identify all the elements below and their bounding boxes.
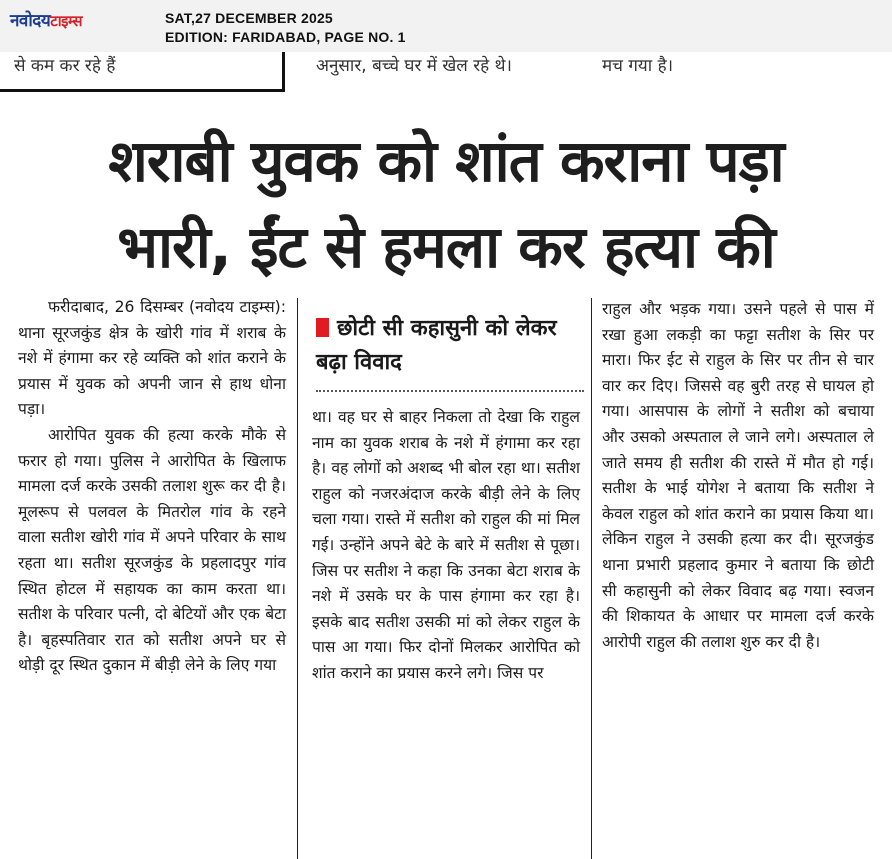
headline-line-2: भारी, ईंट से हमला कर हत्या की — [117, 213, 775, 281]
article-column-3 — [602, 297, 874, 655]
article-column-2 — [312, 405, 580, 687]
logo-part-1: नवोदय — [10, 11, 51, 31]
headline-line-1: शराबी युवक को शांत कराना पड़ा — [108, 127, 784, 195]
logo-part-2: टाइम्स — [50, 12, 83, 30]
article-subheading — [316, 312, 586, 380]
subheading-underline — [316, 390, 584, 392]
column-divider-1 — [297, 298, 298, 859]
edition-page: EDITION: FARIDABAD, PAGE NO. 1 — [165, 29, 406, 45]
paragraph-body: आरोपित युवक की हत्या करके मौके से फरार हो गया। पुलिस ने आरोपित के खिलाफ मामला दर्ज करके उसकी तलाश शुरू कर दी है। मूलरूप से पलवल के मितरोल गांव के रहने वाला सतीश खोरी गांव में अपने परिवार के साथ रहता था। सतीश सूरजकुंड के प्रहलादपुर गांव स्थित होटल में सहायक का काम करता था। सतीश के परिवार पत्नी, दो बेटियों और एक बेटा है। बृहस्पतिवार रात को सतीश अपने घर से थोड़ी दूर स्थित दुकान में बीड़ी लेने के लिए गया — [18, 425, 286, 675]
adjacent-article-box — [0, 52, 285, 92]
adjacent-text-left: से कम कर रहे हैं — [14, 56, 116, 76]
paragraph-dateline: फरीदाबाद, 26 दिसम्बर (नवोदय टाइम्स): थाना सूरजकुंड क्षेत्र के खोरी गांव में शराब के नशे में हंगामा कर रहे व्यक्ति को शांत कराने के प्रयास में युवक को अपनी जान से हाथ धोना पड़ा। — [18, 298, 286, 419]
edition-info — [165, 9, 406, 47]
article-headline — [0, 118, 892, 290]
column-divider-2 — [591, 298, 592, 859]
newspaper-logo — [10, 8, 82, 31]
publication-date: SAT,27 DECEMBER 2025 — [165, 10, 333, 26]
paragraph-body: था। वह घर से बाहर निकला तो देखा कि राहुल नाम का युवक शराब के नशे में हंगामा कर रहा है। वह लोगों को अशब्द भी बोल रहा था। सतीश राहुल को नजरअंदाज करके बीड़ी लेने के लिए चला गया। रास्ते में सतीश को राहुल की मां मिल गई। उन्होंने अपने बेटे के बारे में सतीश से पूछा। जिस पर सतीश ने कहा कि उनका बेटा शराब के नशे में उसके घर के पास हंगामा कर रहा है। इसके बाद सतीश उसकी मां को लेकर राहुल के पास आ गया। फिर दोनों मिलकर आरोपित को शांत कराने का प्रयास करने लगे। जिस पर — [312, 408, 580, 682]
article-column-1 — [18, 295, 286, 679]
masthead-bar — [0, 0, 892, 52]
adjacent-text-right: मच गया है। — [602, 56, 674, 76]
red-square-bullet-icon — [316, 318, 329, 337]
paragraph-body: राहुल और भड़क गया। उसने पहले से पास में रखा हुआ लकड़ी का फट्टा सतीश के सिर पर मारा। फिर ईट से राहुल के सिर पर तीन से चार वार कर दिए। जिससे वह बुरी तरह से घायल हो गया। आसपास के लोगों ने सतीश को बचाया और उसको अस्पताल ले जाने लगे। अस्पताल ले जाते समय ही सतीश की रास्ते में मौत हो गई। सतीश के भाई योगेश ने बताया कि सतीश ने केवल राहुल को शांत कराने का प्रयास किया था। लेकिन राहुल ने उसकी हत्या कर दी। सूरजकुंड थाना प्रभारी प्रहलाद कुमार ने बताया कि छोटी सी कहासुनी को लेकर विवाद बढ़ गया। स्वजन की शिकायत के आधार पर मामला दर्ज करके आरोपी राहुल की तलाश शुरु कर दी है। — [602, 300, 874, 651]
subheading-text: छोटी सी कहासुनी को लेकर बढ़ा विवाद — [316, 316, 557, 375]
adjacent-text-middle: अनुसार, बच्चे घर में खेल रहे थे। — [316, 56, 512, 76]
